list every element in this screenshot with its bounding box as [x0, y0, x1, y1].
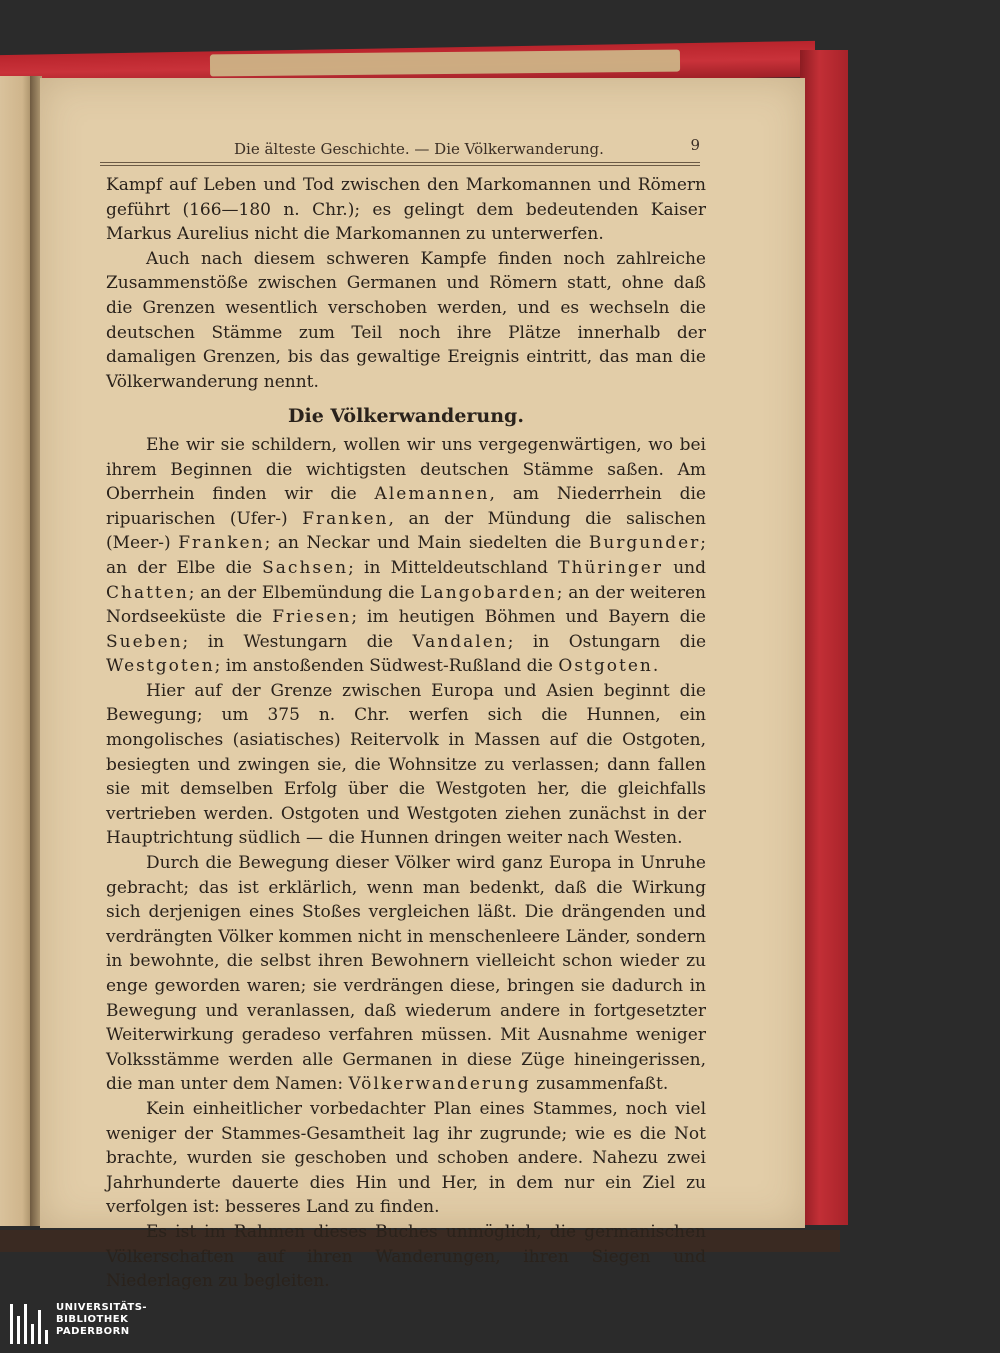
tribe-name: Friesen: [272, 607, 352, 628]
paragraph-plan: Kein einheitlicher vorbedachter Plan eines Stammes, noch viel weniger der Stammes-Gesamtheit lag ihr zugrunde; wie es die Not brachte, wurden sie geschoben und schoben andere. Nahezu zwei Jahrhunderte dauerte dies Hin und Her, in dem nur ein Ziel zu verfolgen ist: besseres Land zu finden.: [106, 1098, 706, 1218]
emphasized-term: Völkerwanderung: [348, 1074, 531, 1095]
logo-text: [56, 1302, 147, 1338]
text-run: Durch die Bewegung dieser Völker wird ganz Europa in Unruhe gebracht; das ist erklärlich, wenn man bedenkt, daß die Wirkung sich derjenigen eines Stoßes vergleichen läßt. Die drängenden und verdrängten Völker kommen nicht in menschenleere Länder, sondern in bewohnte, die selbst ihren Bewohnern vielleicht schon wieder zu enge geworden waren; sie verdrängen diese, bringen sie dadurch in Bewegung und veranlassen, daß wiederum andere in fortgesetzter Weiterwirkung geradeso verfahren müssen. Mit Ausnahme weniger Volksstämme werden alle Germanen in diese Züge hineingerissen, die man unter dem Namen:: [106, 853, 706, 1095]
page-header: [100, 136, 700, 163]
tribe-name: Sachsen: [262, 557, 349, 578]
tribe-name: Burgunder: [588, 533, 701, 554]
text-run: ; in Westungarn die: [182, 631, 413, 652]
tribe-name: Thüringer: [558, 557, 663, 578]
left-page-edge: [0, 76, 32, 1226]
header-rule: [100, 165, 700, 166]
tribe-name: Sueben: [106, 631, 183, 652]
tribe-name: Langobarden: [420, 582, 557, 603]
logo-bars-icon: [10, 1304, 50, 1344]
logo-line-3: PADERBORN: [56, 1326, 130, 1337]
text-run: zusammenfaßt.: [530, 1074, 669, 1095]
text-run: ; an der Elbe die: [106, 533, 706, 578]
running-title: Die älteste Geschichte. — Die Völkerwanderung.: [234, 140, 604, 158]
text-run: ; in Ostungarn die: [507, 631, 707, 652]
tribe-name: Franken: [178, 533, 265, 554]
section-heading: Die Völkerwanderung.: [288, 405, 524, 428]
book-cover-right: [800, 50, 848, 1225]
tribe-name: Alemannen: [374, 484, 490, 505]
tribe-name: Franken: [302, 508, 389, 529]
paragraph-hunnen: Hier auf der Grenze zwischen Europa und Asien beginnt die Bewegung; um 375 n. Chr. werfen sich die Hunnen, ein mongolisches (asiatisches) Reitervolk in Massen auf die Ostgoten, besiegten und zwingen sie, die Wohnsitze zu verlassen; dann fallen sie mit demselben Erfolg über die Westgoten her, die gleichfalls vertrieben werden. Ostgoten und Westgoten ziehen zunächst in der Hauptrichtung südlich — die Hunnen dringen weiter nach Westen.: [106, 680, 706, 849]
paragraph-1: Kampf auf Leben und Tod zwischen den Markomannen und Römern geführt (166—180 n. Chr.); es gelingt dem bedeutenden Kaiser Markus Aurelius nicht die Markomannen zu unterwerfen.: [106, 175, 706, 245]
page-number: 9: [690, 136, 700, 154]
tribe-name: Vandalen: [412, 631, 508, 652]
text-run: ; im heutigen Böhmen und Bayern die: [351, 607, 706, 628]
tribe-name: Ostgoten: [558, 656, 653, 677]
text-run: ; an Neckar und Main siedelten die: [264, 533, 589, 554]
text-run: ; im anstoßenden Südwest-Rußland die: [214, 656, 559, 677]
tribe-name: Chatten: [106, 582, 189, 603]
library-logo: [10, 1302, 210, 1350]
logo-line-1: UNIVERSITÄTS-: [56, 1302, 148, 1313]
body-text: [106, 173, 706, 1294]
logo-line-2: BIBLIOTHEK: [56, 1314, 129, 1325]
text-run: Ehe wir sie schildern, wollen wir uns vergegenwärtigen, wo bei ihrem Beginnen die wichtigsten deutschen Stämme saßen. Am Oberrhein finden wir die: [106, 434, 706, 505]
text-run: ; an der Elbemündung die: [188, 582, 421, 603]
paragraph-2: Auch nach diesem schweren Kampfe finden noch zahlreiche Zusammenstöße zwischen Germanen und Römern statt, ohne daß die Grenzen wesentlich verschoben werden, und es wechseln die deutschen Stämme zum Teil noch ihre Plätze innerhalb der damaligen Grenzen, bis das gewaltige Ereignis eintritt, das man die Völkerwanderung nennt.: [106, 248, 706, 392]
text-run: ; an der weiteren Nordseeküste die: [106, 582, 707, 628]
paragraph-bewegung: [106, 851, 706, 1097]
text-run: ; in Mitteldeutschland: [348, 557, 559, 578]
text-run: .: [652, 656, 659, 677]
text-run: , an der Mündung die salischen (Meer-): [106, 508, 707, 554]
tribe-name: Westgoten: [106, 656, 215, 677]
text-run: und: [663, 557, 706, 578]
paragraph-tribes: [106, 433, 706, 679]
paragraph-rahmen: Es ist im Rahmen dieses Buches unmöglich, die germanischen Völkerschaften auf ihren Wanderungen, ihren Siegen und Niederlagen zu begleiten.: [106, 1221, 706, 1292]
text-run: , am Niederrhein die ripuarischen (Ufer-): [106, 484, 706, 529]
